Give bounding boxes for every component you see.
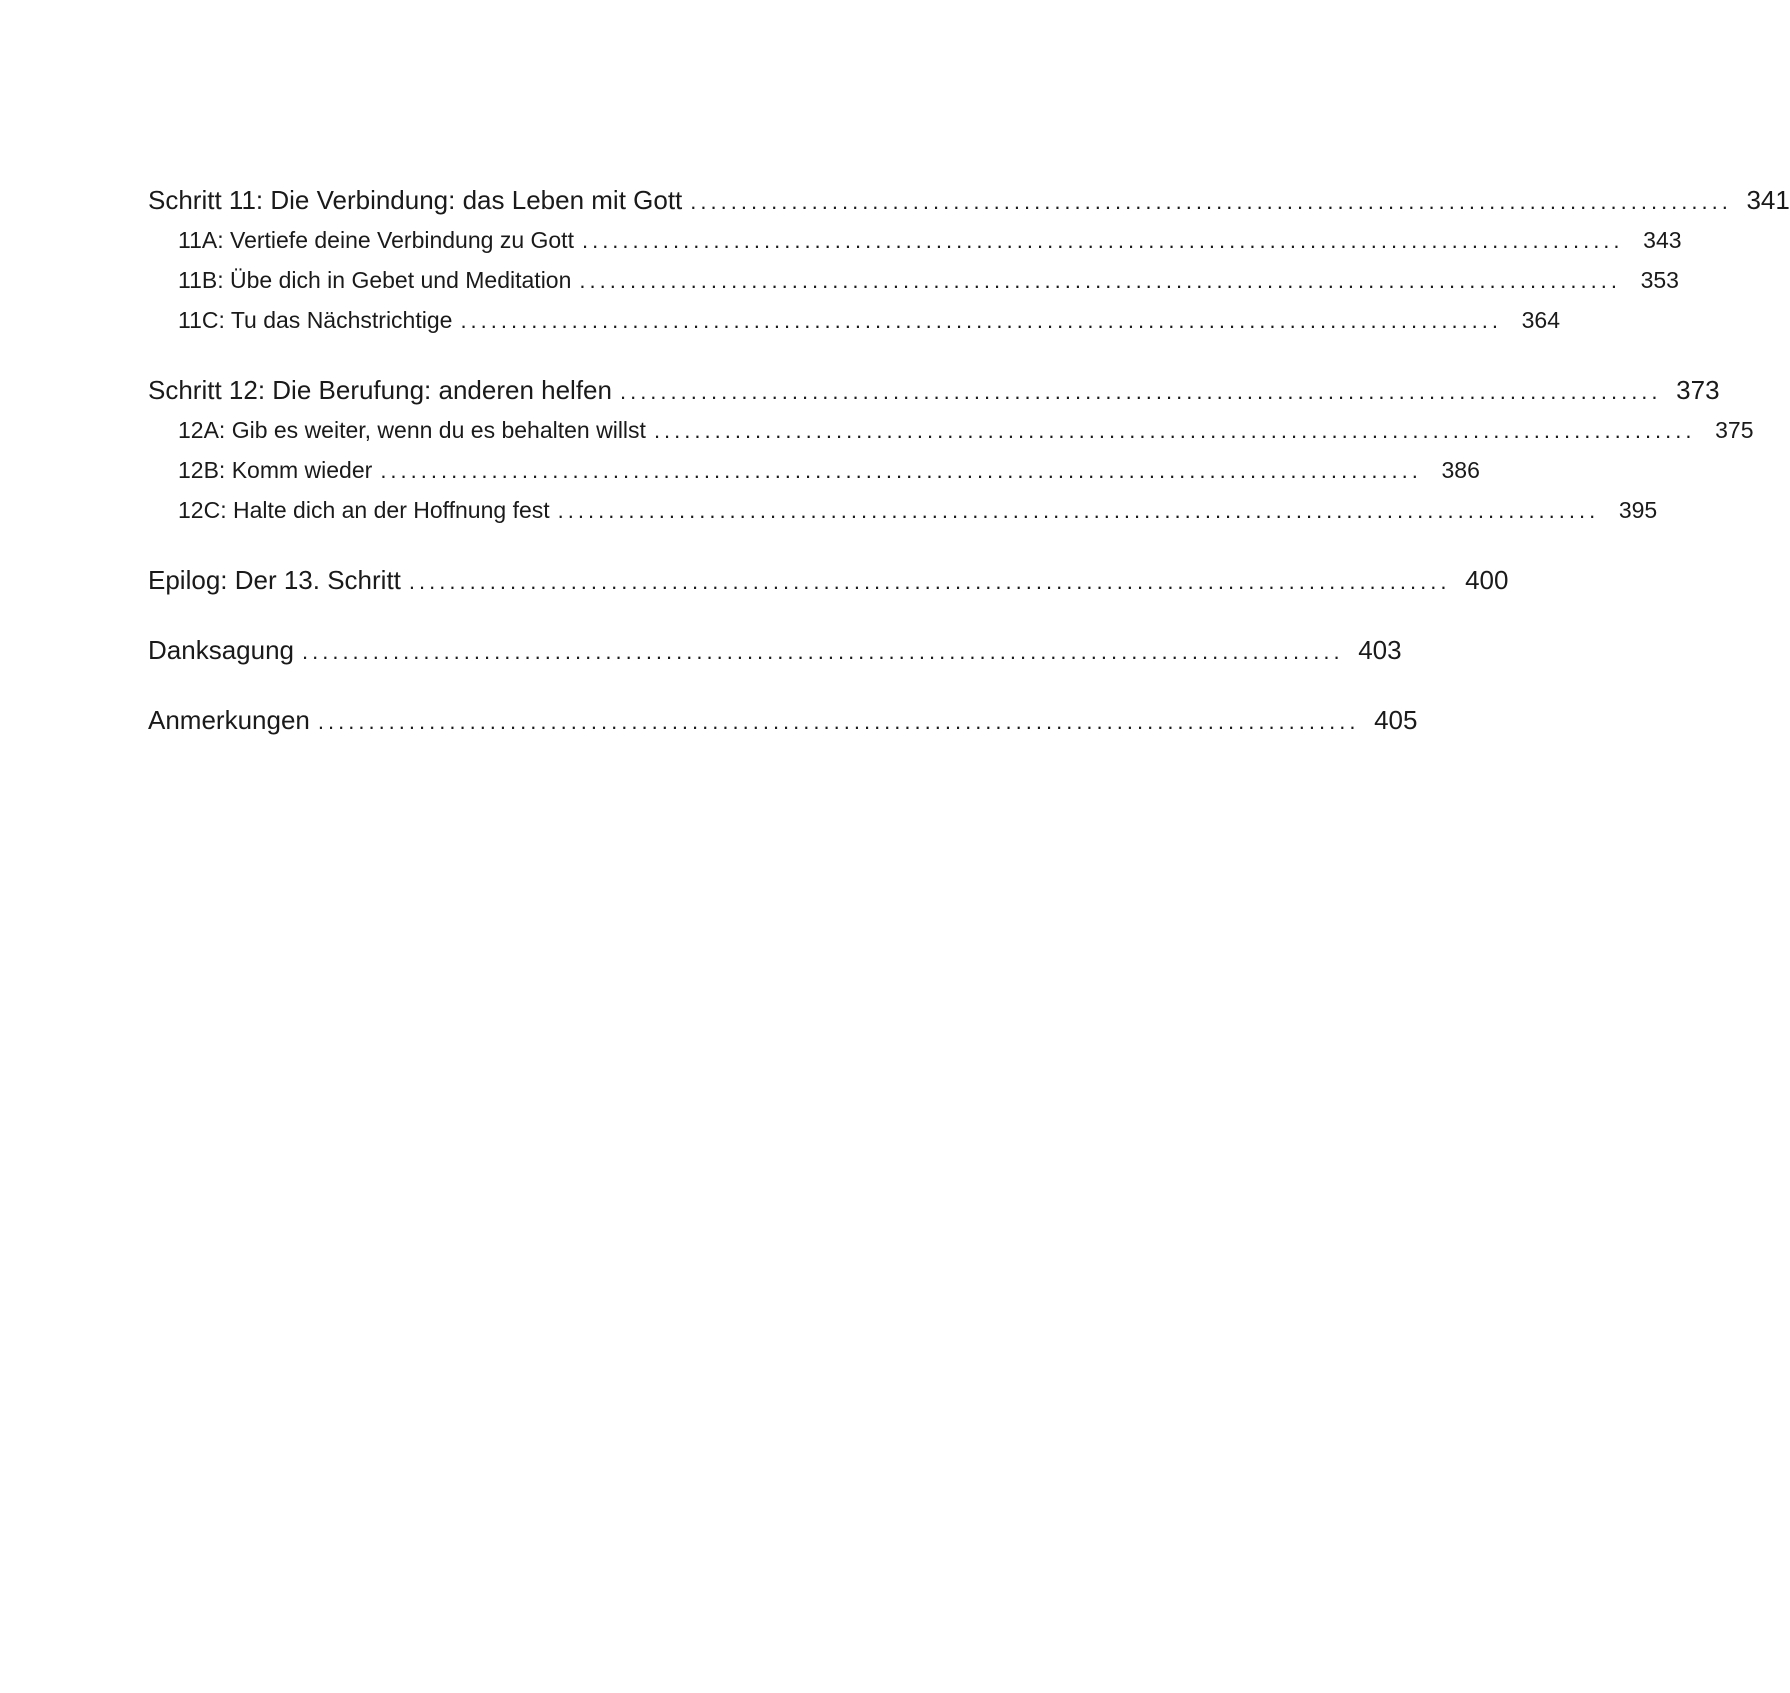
table-of-contents: [148, 180, 1790, 740]
toc-entry-title: 12C: Halte dich an der Hoffnung fest: [178, 497, 550, 523]
toc-entry[interactable]: [148, 630, 1402, 670]
toc-entry[interactable]: [148, 490, 1658, 530]
toc-entry-page: 400: [1465, 565, 1509, 595]
toc-entry-page: 375: [1715, 417, 1754, 443]
toc-entry-title: Anmerkungen: [148, 705, 310, 735]
toc-entry-page: 386: [1441, 457, 1480, 483]
toc-entry[interactable]: [148, 300, 1561, 340]
toc-entry-title: Danksagung: [148, 635, 294, 665]
dot-leader: .......................................................................................................: [408, 569, 1451, 594]
dot-leader: .......................................................................................................: [690, 189, 1732, 214]
dot-leader: .......................................................................................................: [619, 379, 1662, 404]
toc-entry[interactable]: [148, 560, 1509, 600]
dot-leader: .......................................................................................................: [380, 458, 1422, 483]
dot-leader: .......................................................................................................: [579, 268, 1621, 293]
toc-entry[interactable]: [148, 450, 1480, 490]
toc-entry-title: 12B: Komm wieder: [178, 457, 373, 483]
dot-leader: .......................................................................................................: [557, 498, 1600, 523]
toc-entry-page: 405: [1374, 705, 1418, 735]
toc-entry-page: 395: [1618, 497, 1658, 523]
dot-leader: .......................................................................................................: [653, 418, 1696, 443]
toc-entry[interactable]: [148, 180, 1790, 220]
dot-leader: .......................................................................................................: [460, 308, 1503, 333]
toc-entry-title: Schritt 11: Die Verbindung: das Leben mit Gott: [148, 185, 683, 215]
dot-leader: .......................................................................................................: [317, 709, 1360, 734]
dot-leader: .......................................................................................................: [581, 228, 1624, 253]
toc-entry-page: 403: [1358, 635, 1402, 665]
toc-entry[interactable]: [148, 370, 1720, 410]
toc-entry-page: 341: [1746, 185, 1790, 215]
toc-entry-page: 343: [1643, 227, 1682, 253]
toc-entry-title: Schritt 12: Die Berufung: anderen helfen: [148, 375, 612, 405]
toc-entry-title: Epilog: Der 13. Schritt: [148, 565, 401, 595]
toc-entry-page: 364: [1521, 307, 1561, 333]
toc-entry-title: 12A: Gib es weiter, wenn du es behalten willst: [178, 417, 646, 443]
toc-entry[interactable]: [148, 260, 1679, 300]
toc-entry[interactable]: [148, 220, 1682, 260]
toc-entry[interactable]: [148, 700, 1418, 740]
toc-entry[interactable]: [148, 410, 1754, 450]
toc-entry-page: 373: [1676, 375, 1720, 405]
toc-entry-title: 11A: Vertiefe deine Verbindung zu Gott: [178, 227, 574, 253]
toc-entry-title: 11C: Tu das Nächstrichtige: [178, 307, 453, 333]
toc-entry-page: 353: [1640, 267, 1679, 293]
toc-entry-title: 11B: Übe dich in Gebet und Meditation: [178, 267, 572, 293]
dot-leader: .......................................................................................................: [302, 639, 1344, 664]
